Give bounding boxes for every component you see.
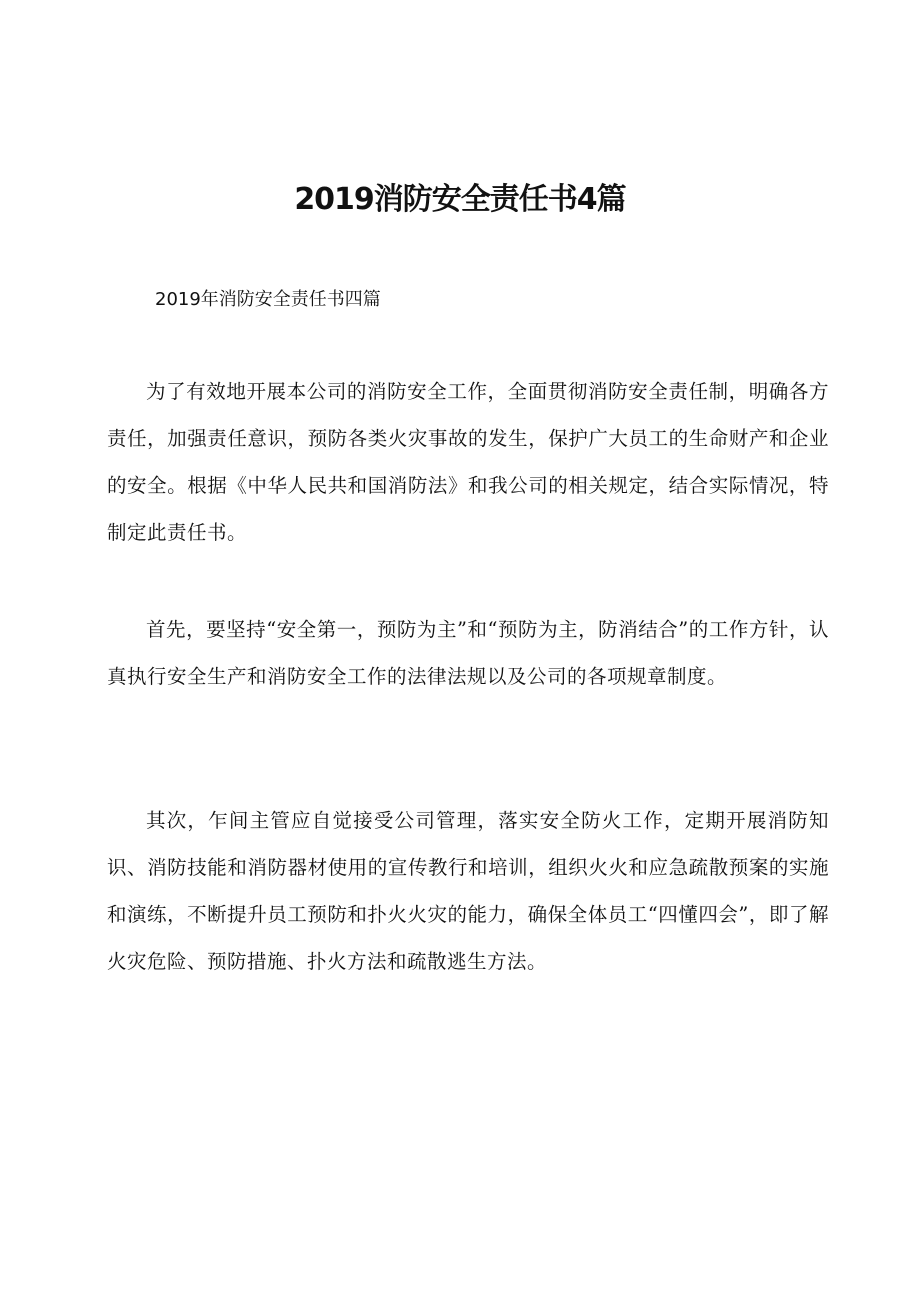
paragraph-first: 首先，要坚持“安全第一，预防为主”和“预防为主，防消结合”的工作方针，认真执行安全生产和消防安全工作的法律法规以及公司的各项规章制度。: [107, 618, 829, 688]
document-subtitle: 2019年消防安全责任书四篇: [155, 289, 381, 310]
paragraph-intro: 为了有效地开展本公司的消防安全工作，全面贯彻消防安全责任制，明确各方责任，加强责任意识，预防各类火灾事故的发生，保护广大员工的生命财产和企业的安全。根据《中华人民共和国消防法》和我公司的相关规定，结合实际情况，特制定此责任书。: [107, 380, 829, 544]
paragraph-second: 其次，乍间主管应自觉接受公司管理，落实安全防火工作，定期开展消防知识、消防技能和消防器材使用的宣传教行和培训，组织火火和应急疏散预案的实施和演练，不断提升员工预防和扑火火灾的能力，确保全体员工“四懂四会”，即了解火灾危险、预防措施、扑火方法和疏散逃生方法。: [107, 809, 829, 973]
document-title: 2019消防安全责任书4篇: [294, 182, 626, 217]
